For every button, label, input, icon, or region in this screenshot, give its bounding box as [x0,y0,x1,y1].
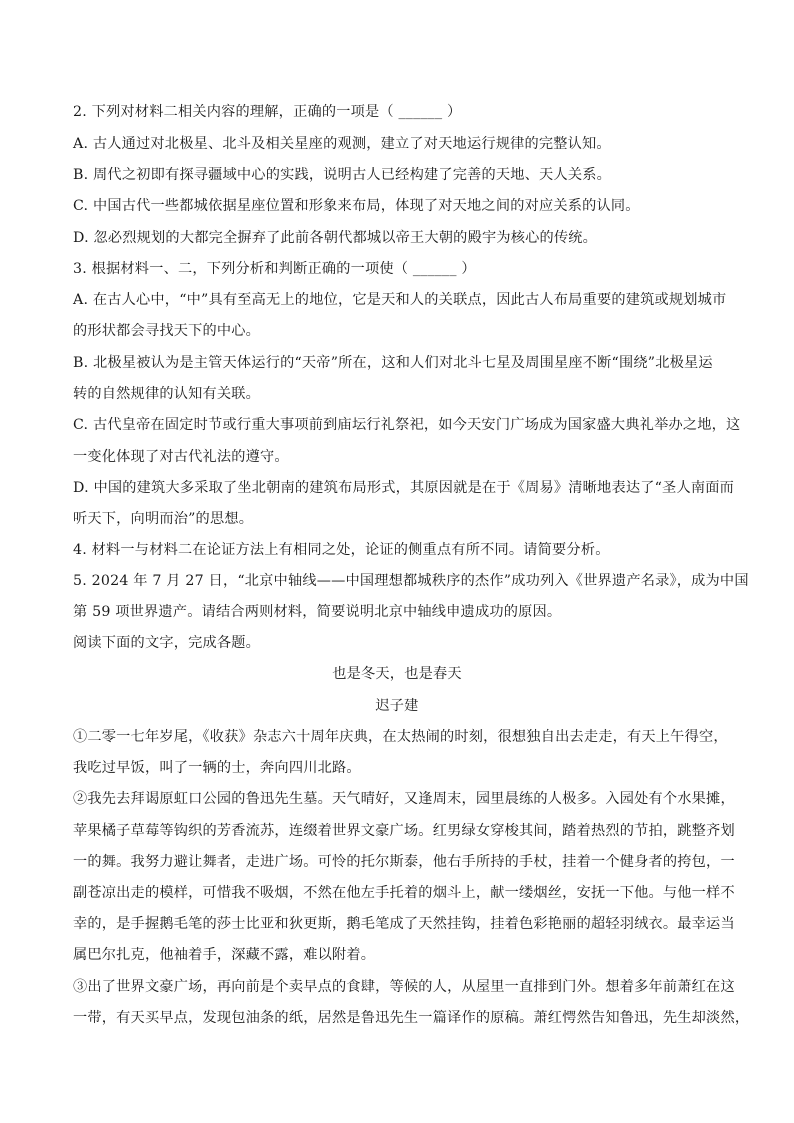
question-2-option-a: A. 古人通过对北极星、北斗及相关星座的观测，建立了对天地运行规律的完整认知。 [73,136,611,152]
question-3-option-b-line2: 转的自然规律的认知有关联。 [73,386,261,402]
question-4: 4. 材料一与材料二在论证方法上有相同之处，论证的侧重点有所不同。请简要分析。 [73,542,610,558]
article-title: 也是冬天，也是春天 [332,666,462,682]
article-line: 副苍凉出走的模样，可惜我不吸烟，不然在他左手托着的烟斗上，献一缕烟丝，安抚一下他。与他一样不 [73,885,735,901]
question-3-option-d-line2: 听天下，向明而治”的思想。 [73,511,254,527]
article-line: 一带，有天买早点，发现包油条的纸，居然是鲁迅先生一篇译作的原稿。萧红愕然告知鲁迅，先生却淡然， [73,1010,750,1026]
article-line: ①二零一七年岁尾，《收获》杂志六十周年庆典，在太热闹的时刻，很想独自出去走走，有天上午得空， [73,729,728,745]
article-author: 迟子建 [375,698,419,714]
article-line: 属巴尔扎克，他袖着手，深藏不露，难以附着。 [73,947,376,963]
question-3-option-a-line2: 的形状都会寻找天下的中心。 [73,323,261,339]
question-2-option-d: D. 忽必烈规划的大都完全摒弃了此前各朝代都城以帝王大朝的殿宇为核心的传统。 [73,230,598,246]
article-line: 我吃过早饭，叫了一辆的士，奔向四川北路。 [73,760,361,776]
question-3-option-c-line1: C. 古代皇帝在固定时节或行重大事项前到庙坛行礼祭祀，如今天安门广场成为国家盛大典礼举办之地，这 [73,417,741,433]
article-line: 苹果橘子草莓等钩织的芳香流苏，连缀着世界文豪广场。红男绿女穿梭其间，踏着热烈的节拍，跳整齐划 [73,823,735,839]
question-3-option-c-line2: 一变化体现了对古代礼法的遵守。 [73,449,289,465]
question-3-option-a-line1: A. 在古人心中，“中”具有至高无上的地位，它是天和人的关联点，因此古人布局重要的建筑或规划城市 [73,292,727,308]
article-line: ③出了世界文豪广场，再向前是个卖早点的食肆，等候的人，从屋里一直排到门外。想着多年前萧红在这 [73,979,735,995]
question-2-option-b: B. 周代之初即有探寻疆域中心的实践，说明古人已经构建了完善的天地、天人关系。 [73,167,611,183]
question-3-stem: 3. 根据材料一、二，下列分析和判断正确的一项使（ ______ ） [73,261,476,277]
question-2-option-c: C. 中国古代一些都城依据星座位置和形象来布局，体现了对天地之间的对应关系的认同。 [73,198,640,214]
question-2-stem: 2. 下列对材料二相关内容的理解，正确的一项是（ ______ ） [73,104,462,120]
article-line: 幸的，是手握鹅毛笔的莎士比亚和狄更斯，鹅毛笔成了天然挂钩，挂着色彩艳丽的超轻羽绒衣。最幸运当 [73,916,735,932]
article-line: 一的舞。我努力避让舞者，走进广场。可怜的托尔斯泰，他右手所持的手杖，挂着一个健身者的挎包，一 [73,854,735,870]
question-5-line2: 第 59 项世界遗产。请结合两则材料，简要说明北京中轴线申遗成功的原因。 [73,604,562,620]
reading-instruction: 阅读下面的文字，完成各题。 [73,635,261,651]
article-line: ②我先去拜谒原虹口公园的鲁迅先生墓。天气晴好，又逢周末，园里晨练的人极多。入园处有个水果摊， [73,791,735,807]
question-3-option-b-line1: B. 北极星被认为是主管天体运行的“天帝”所在，这和人们对北斗七星及周围星座不断“围绕”北极星运 [73,355,713,371]
question-3-option-d-line1: D. 中国的建筑大多采取了坐北朝南的建筑布局形式，其原因就是在于《周易》清晰地表达了“圣人南面而 [73,480,734,496]
question-5-line1: 5. 2024 年 7 月 27 日，“北京中轴线——中国理想都城秩序的杰作”成功列入《世界遗产名录》，成为中国 [73,573,749,589]
